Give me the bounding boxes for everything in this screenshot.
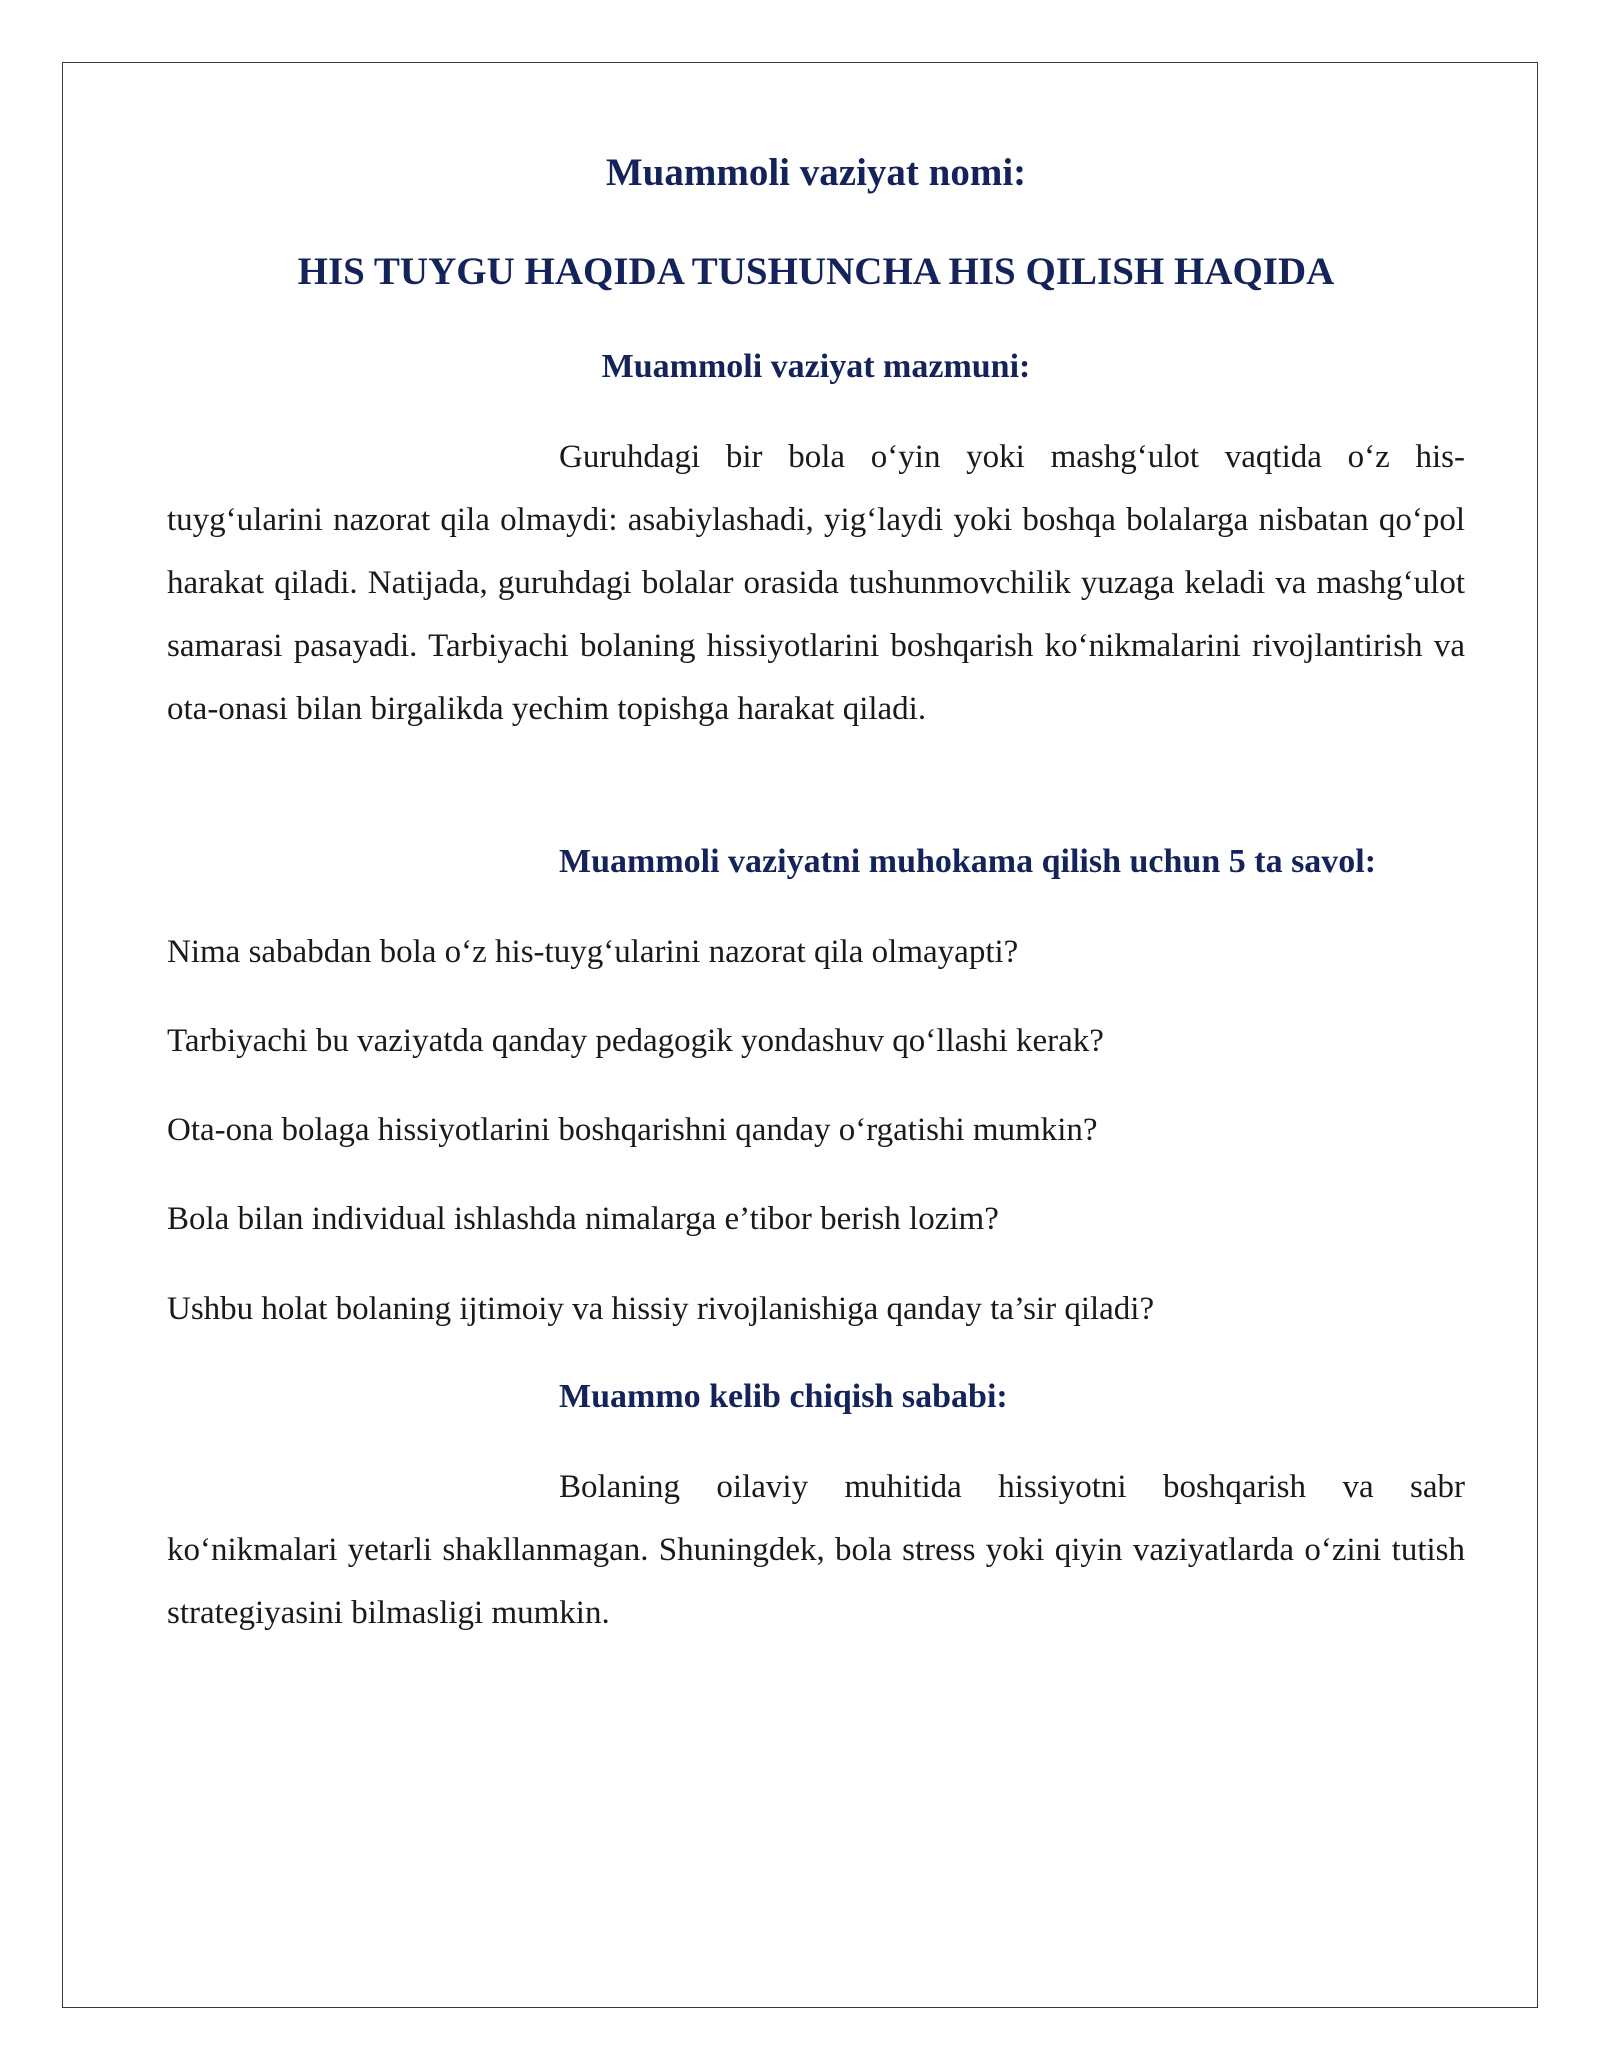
main-title: HIS TUYGU HAQIDA TUSHUNCHA HIS QILISH HAQIDA xyxy=(297,250,1335,293)
content-paragraph: Guruhdagi bir bola o‘yin yoki mashg‘ulot vaqtida o‘z his-tuyg‘ularini nazorat qila olmaydi: asabiylashadi, yig‘laydi yoki boshqa bolalarga nisbatan qo‘pol harakat qiladi. Natijada, guruhdagi bolalar orasida tushunmovchilik yuzaga keladi va mashg‘ulot samarasi pasayadi. Tarbiyachi bolaning hissiyotlarini boshqarish ko‘nikmalarini rivojlantirish va ota-onasi bilan birgalikda yechim topishga harakat qiladi. xyxy=(167,439,1465,727)
question-item: Nima sababdan bola o‘z his-tuyg‘ularini nazorat qila olmayapti? xyxy=(167,934,1019,970)
title-label: Muammoli vaziyat nomi: xyxy=(605,151,1027,194)
question-item: Bola bilan individual ishlashda nimalarga e’tibor berish lozim? xyxy=(167,1201,999,1237)
content-label: Muammoli vaziyat mazmuni: xyxy=(601,348,1031,385)
question-item: Ota-ona bolaga hissiyotlarini boshqarishni qanday o‘rgatishi mumkin? xyxy=(167,1112,1098,1148)
question-item: Tarbiyachi bu vaziyatda qanday pedagogik yondashuv qo‘llashi kerak? xyxy=(167,1023,1104,1059)
cause-paragraph: Bolaning oilaviy muhitida hissiyotni boshqarish va sabr ko‘nikmalari yetarli shakllanmagan. Shuningdek, bola stress yoki qiyin vaziyatlarda o‘zini tutish strategiyasini bilmasligi mumkin. xyxy=(167,1469,1465,1631)
questions-label: Muammoli vaziyatni muhokama qilish uchun 5 ta savol: xyxy=(559,843,1377,880)
cause-label: Muammo kelib chiqish sababi: xyxy=(559,1378,1008,1415)
question-item: Ushbu holat bolaning ijtimoiy va hissiy rivojlanishiga qanday ta’sir qiladi? xyxy=(167,1291,1155,1327)
